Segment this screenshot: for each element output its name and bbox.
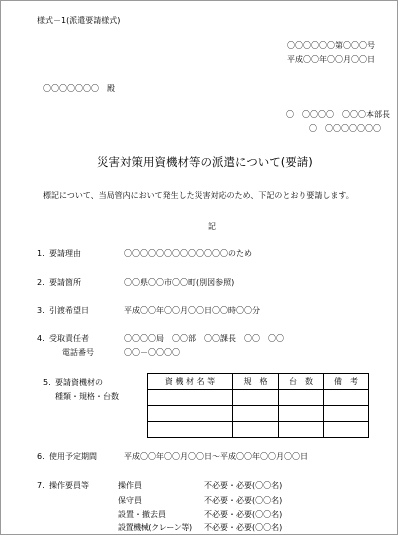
document-number: 〇〇〇〇〇〇第〇〇〇号 [287,41,375,50]
item-label-recipient: 受取責任者 [49,334,89,343]
staff-need: 不必要・必要(〇〇名) [204,510,283,519]
table-cell [324,422,369,438]
table-cell [148,406,233,422]
item-label-equipment: 要請資機材の [55,378,103,387]
staff-role: 保守員 [118,496,142,505]
table-cell [324,406,369,422]
item-number: 3. [37,306,45,315]
staff-role: 操作員 [118,481,142,490]
table-cell [233,422,279,438]
table-row [148,406,369,422]
item-label-usage-period: 使用予定期間 [49,452,97,461]
item-number: 1. [37,249,45,258]
table-cell [233,406,279,422]
table-cell [279,422,324,438]
table-cell [148,390,233,406]
addressee: 〇〇〇〇〇〇〇 殿 [43,84,115,93]
sender-name: 〇 〇〇〇〇〇〇〇 [309,124,381,133]
table-cell [148,422,233,438]
equipment-table [147,373,369,438]
staff-role: 設置・撤去員 [118,510,166,519]
item-number: 4. [37,334,45,343]
intro-text: 標記について、当局管内において発生した災害対応のため、下記のとおり要請します。 [43,191,354,200]
item-value-phone: 〇〇－〇〇〇〇 [124,348,180,357]
table-header-cell: 台 数 [279,374,324,390]
staff-role: 設置機械(クレーン等) [118,523,192,532]
table-row [148,422,369,438]
item-number: 6. [37,452,45,461]
item-value-request-reason: 〇〇〇〇〇〇〇〇〇〇〇〇〇のため [124,249,252,258]
document-date: 平成〇〇年〇〇月〇〇日 [287,55,375,64]
item-value-usage-period: 平成〇〇年〇〇月〇〇日～平成〇〇年〇〇月〇〇日 [124,452,308,461]
staff-need: 不必要・必要(〇〇名) [204,496,283,505]
table-cell [279,406,324,422]
page-title: 災害対策用資機材等の派遣について(要請) [97,155,313,169]
item-value-delivery-date: 平成〇〇年〇〇月〇〇日〇〇時〇〇分 [124,306,260,315]
item-label-request-reason: 要請理由 [49,249,81,258]
table-header-cell: 資 機 材 名 等 [148,374,233,390]
table-cell [233,390,279,406]
item-value-recipient: 〇〇〇〇局 〇〇部 〇〇課長 〇〇 〇〇 [124,334,284,343]
form-label: 様式－1(派遣要請様式) [37,16,121,25]
staff-need: 不必要・必要(〇〇名) [204,481,283,490]
ki-heading: 記 [208,222,216,231]
item-label-operators: 操作要員等 [49,481,89,490]
item-number: 2. [37,278,45,287]
item-value-request-location: 〇〇県〇〇市〇〇町(別図参照) [124,278,235,287]
table-row [148,390,369,406]
table-header-row [148,374,369,390]
item-label-request-location: 要請箇所 [49,278,81,287]
item-label-phone: 電話番号 [62,348,94,357]
staff-need: 不必要・必要(〇〇名) [204,523,283,532]
sender-organization: 〇 〇〇〇〇 〇〇〇本部長 [286,110,390,119]
item-number: 7. [37,481,45,490]
item-label-equipment-line2: 種類・規格・台数 [55,392,119,401]
table-cell [324,390,369,406]
item-label-delivery-date: 引渡希望日 [49,306,89,315]
table-cell [279,390,324,406]
table-header-cell: 備 考 [324,374,369,390]
item-number: 5. [43,378,51,387]
table-header-cell: 規 格 [233,374,279,390]
